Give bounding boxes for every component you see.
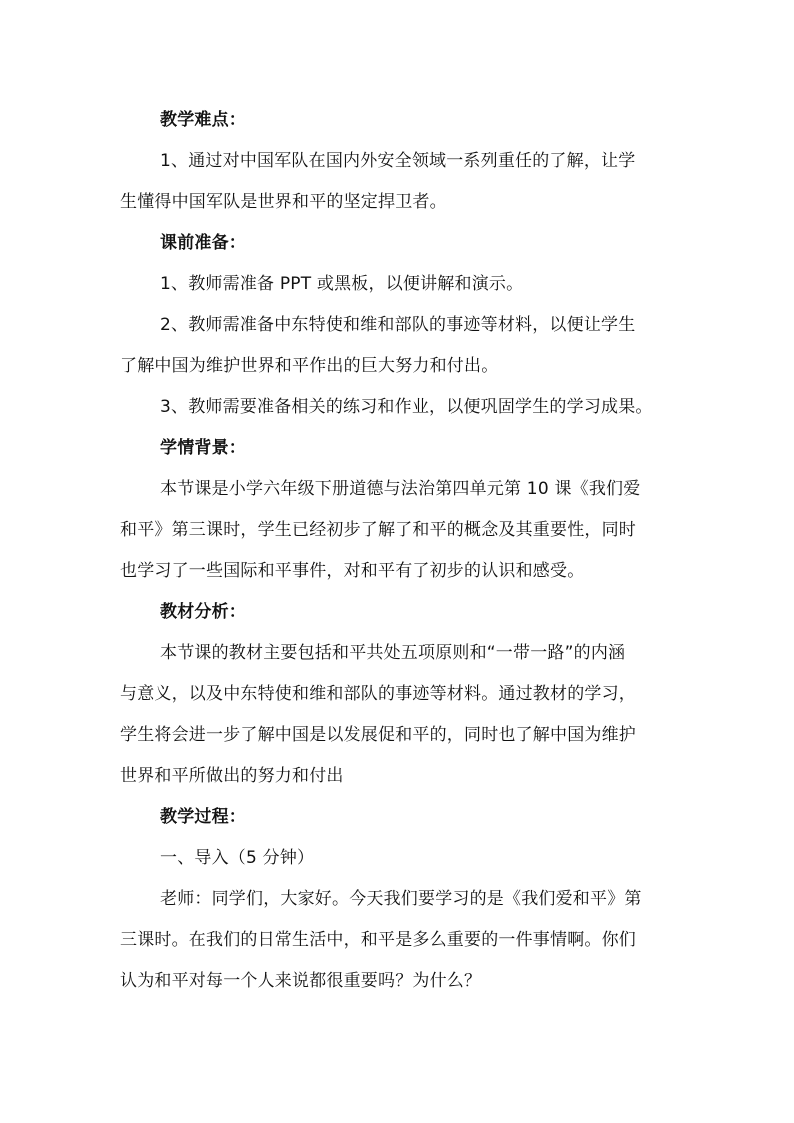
paragraph-line: 1、通过对中国军队在国内外安全领域一系列重任的了解，让学 [160,151,636,171]
document-body [120,100,680,1002]
paragraph-line: 老师：同学们，大家好。今天我们要学习的是《我们爱和平》第 [160,889,642,909]
paragraph-line: 3、教师需要准备相关的练习和作业，以便巩固学生的学习成果。 [160,397,653,417]
paragraph-line: 三课时。在我们的日常生活中，和平是多么重要的一件事情啊。你们 [120,930,636,950]
paragraph-line: 本节课是小学六年级下册道德与法治第四单元第 10 课《我们爱 [160,479,641,499]
paragraph-line: 2、教师需准备中东特使和维和部队的事迹等材料，以便让学生 [160,315,636,335]
heading-preparation: 课前准备： [160,233,246,253]
paragraph-line: 世界和平所做出的努力和付出 [120,766,344,786]
paragraph-line: 和平》第三课时，学生已经初步了解了和平的概念及其重要性，同时 [120,520,636,540]
paragraph-line: 本节课的教材主要包括和平共处五项原则和“一带一路”的内涵 [160,643,626,663]
heading-material-analysis: 教材分析： [160,602,246,622]
paragraph-line: 认为和平对每一个人来说都很重要吗？为什么？ [120,971,482,991]
paragraph-line: 了解中国为维护世界和平作出的巨大努力和付出。 [120,356,499,376]
heading-learning-background: 学情背景： [160,438,246,458]
paragraph-line: 生懂得中国军队是世界和平的坚定捍卫者。 [120,192,447,212]
heading-teaching-process: 教学过程： [160,807,246,827]
paragraph-line: 也学习了一些国际和平事件，对和平有了初步的认识和感受。 [120,561,585,581]
paragraph-line: 1、教师需准备 PPT 或黑板，以便讲解和演示。 [160,274,524,294]
heading-teaching-difficulty: 教学难点： [160,110,246,130]
paragraph-line: 学生将会进一步了解中国是以发展促和平的，同时也了解中国为维护 [120,725,636,745]
paragraph-line: 与意义，以及中东特使和维和部队的事迹等材料。通过教材的学习， [120,684,636,704]
process-step-intro: 一、导入（5 分钟） [160,848,315,868]
